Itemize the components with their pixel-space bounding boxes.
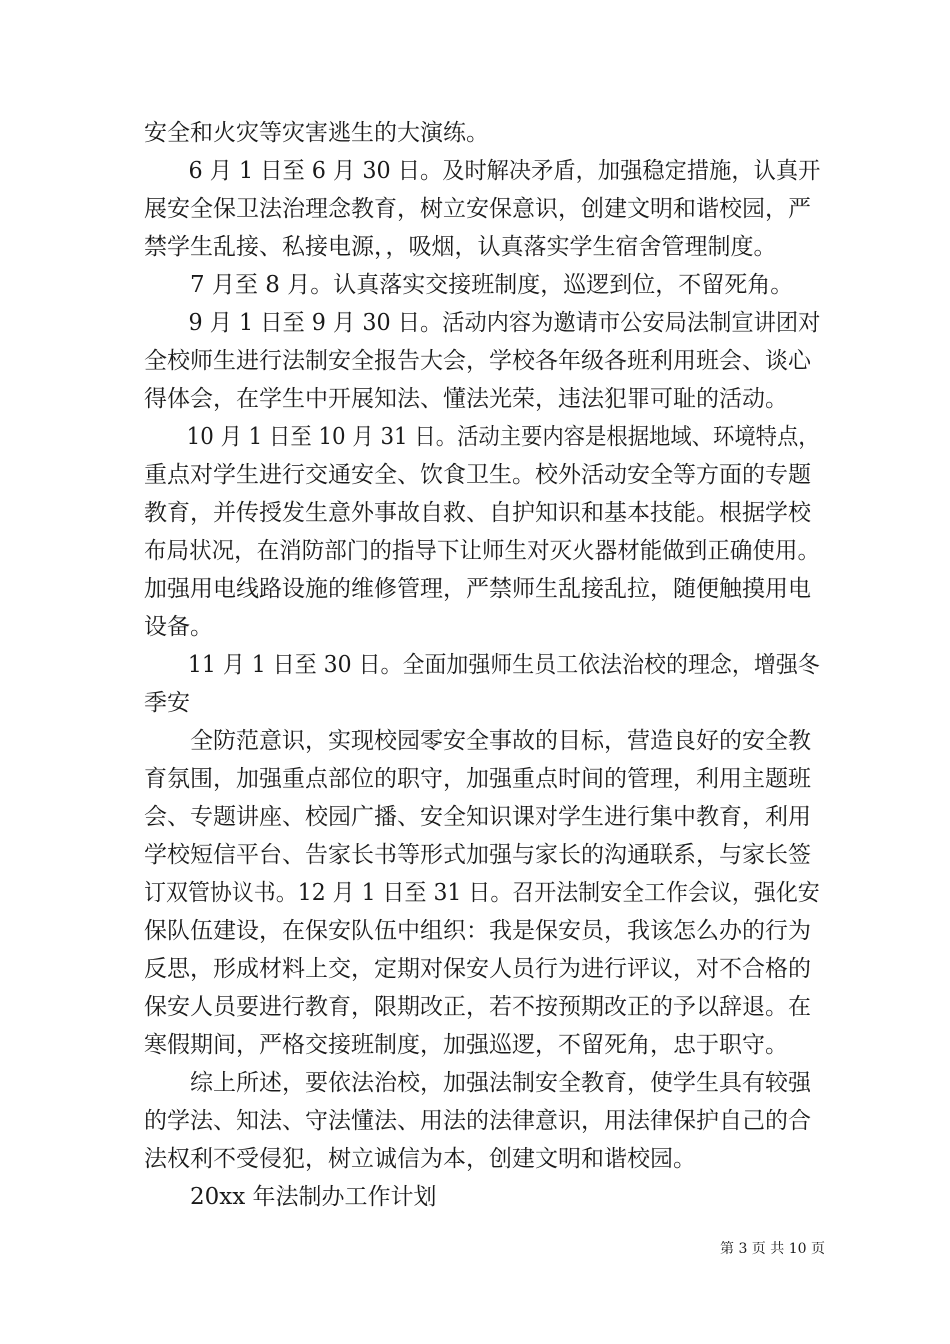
text-line: 法权利不受侵犯，树立诚信为本，创建文明和谐校园。	[144, 1146, 696, 1172]
text-line: 季安	[144, 690, 190, 716]
text-line: 布局状况，在消防部门的指导下让师生对灭火器材能做到正确使用。	[144, 538, 820, 564]
text-line: 保安人员要进行教育，限期改正，若不按预期改正的予以辞退。在	[144, 994, 811, 1020]
text-line: 综上所述，要依法治校，加强法制安全教育，使学生具有较强	[190, 1070, 811, 1096]
text-line: 全防范意识，实现校园零安全事故的目标，营造良好的安全教	[190, 728, 811, 754]
text-line: 寒假期间，严格交接班制度，加强巡逻，不留死角，忠于职守。	[144, 1032, 788, 1058]
text-line: 6 月 1 日至 6 月 30 日。及时解决矛盾，加强稳定措施，认真开	[188, 158, 821, 184]
text-line: 10 月 1 日至 10 月 31 日。活动主要内容是根据地域、环境特点，	[186, 424, 820, 450]
text-line: 11 月 1 日至 30 日。全面加强师生员工依法治校的理念，增强冬	[187, 652, 820, 678]
text-line: 教育，并传授发生意外事故自救、自护知识和基本技能。根据学校	[144, 500, 811, 526]
text-line: 学校短信平台、告家长书等形式加强与家长的沟通联系，与家长签	[144, 842, 811, 868]
text-line: 安全和火灾等灾害逃生的大演练。	[144, 120, 489, 146]
document-body	[144, 114, 820, 1216]
text-line: 的学法、知法、守法懂法、用法的法律意识，用法律保护自己的合	[144, 1108, 811, 1134]
text-line: 重点对学生进行交通安全、饮食卫生。校外活动安全等方面的专题	[144, 462, 811, 488]
text-line: 订双管协议书。12 月 1 日至 31 日。召开法制安全工作会议，强化安	[144, 880, 820, 906]
text-line: 会、专题讲座、校园广播、安全知识课对学生进行集中教育，利用	[144, 804, 811, 830]
text-line: 展安全保卫法治理念教育，树立安保意识，创建文明和谐校园，严	[144, 196, 811, 222]
text-line: 加强用电线路设施的维修管理，严禁师生乱接乱拉，随便触摸用电	[144, 576, 811, 602]
text-line: 全校师生进行法制安全报告大会，学校各年级各班利用班会、谈心	[144, 348, 811, 374]
page-number: 第 3 页 共 10 页	[720, 1241, 825, 1257]
text-line: 得体会，在学生中开展知法、懂法光荣，违法犯罪可耻的活动。	[144, 386, 788, 412]
text-line: 7 月至 8 月。认真落实交接班制度，巡逻到位，不留死角。	[190, 272, 794, 298]
text-line: 9 月 1 日至 9 月 30 日。活动内容为邀请市公安局法制宣讲团对	[188, 310, 821, 336]
text-line: 20xx 年法制办工作计划	[190, 1184, 437, 1210]
text-line: 育氛围，加强重点部位的职守，加强重点时间的管理，利用主题班	[144, 766, 811, 792]
text-line: 反思，形成材料上交，定期对保安人员行为进行评议，对不合格的	[144, 956, 811, 982]
text-line: 设备。	[144, 614, 213, 640]
text-line: 禁学生乱接、私接电源，，吸烟，认真落实学生宿舍管理制度。	[144, 234, 777, 260]
text-line: 保队伍建设，在保安队伍中组织：我是保安员，我该怎么办的行为	[144, 918, 811, 944]
